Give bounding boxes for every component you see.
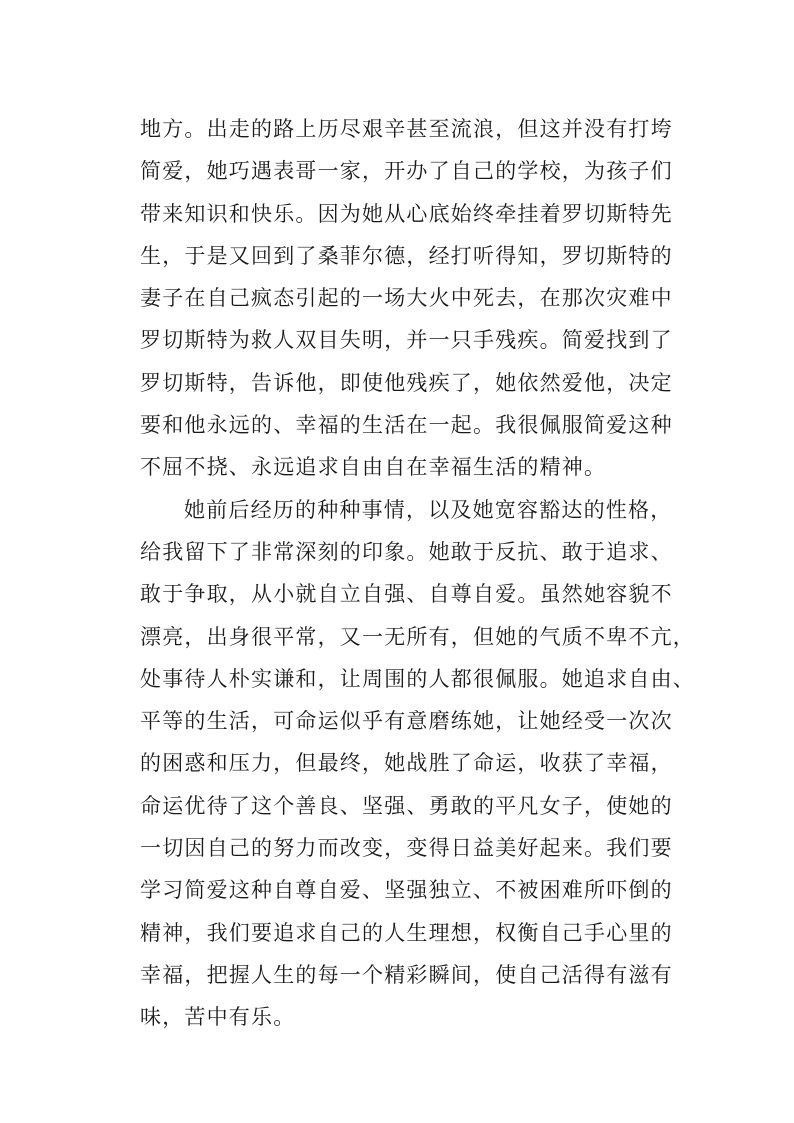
text-line: 学习简爱这种自尊自爱、坚强独立、不被困难所吓倒的 — [140, 878, 673, 903]
text-line: 妻子在自己疯态引起的一场大火中死去，在那次灾难中 — [140, 286, 673, 311]
text-line: 幸福，把握人生的每一个精彩瞬间，使自己活得有滋有 — [140, 962, 673, 987]
body-text — [140, 108, 695, 1039]
paragraph-2 — [140, 489, 695, 1039]
text-line: 地方。出走的路上历尽艰辛甚至流浪，但这并没有打垮 — [140, 117, 673, 141]
text-line: 命运优待了这个善良、坚强、勇敢的平凡女子，使她的 — [140, 793, 673, 818]
text-line: 她前后经历的种种事情，以及她宽容豁达的性格， — [184, 497, 673, 522]
text-line: 带来知识和快乐。因为她从心底始终牵挂着罗切斯特先 — [140, 201, 673, 226]
text-line: 平等的生活，可命运似乎有意磨练她，让她经受一次次 — [140, 709, 673, 734]
text-line: 罗切斯特，告诉他，即使他残疾了，她依然爱他，决定 — [140, 370, 673, 395]
text-line: 生，于是又回到了桑菲尔德，经打听得知，罗切斯特的 — [140, 243, 673, 268]
text-line: 一切因自己的努力而改变，变得日益美好起来。我们要 — [140, 836, 673, 861]
text-line: 敢于争取，从小就自立自强、自尊自爱。虽然她容貌不 — [140, 582, 673, 607]
text-line: 处事待人朴实谦和，让周围的人都很佩服。她追求自由、 — [140, 666, 695, 691]
paragraph-1 — [140, 108, 673, 489]
text-line: 简爱，她巧遇表哥一家，开办了自己的学校，为孩子们 — [140, 159, 673, 184]
text-line: 精神，我们要追求自己的人生理想，权衡自己手心里的 — [140, 920, 673, 945]
text-line: 不屈不挠、永远追求自由自在幸福生活的精神。 — [140, 455, 607, 480]
text-line: 罗切斯特为救人双目失明，并一只手残疾。简爱找到了 — [140, 328, 673, 353]
text-line: 给我留下了非常深刻的印象。她敢于反抗、敢于追求、 — [140, 539, 673, 564]
text-line: 的困惑和压力，但最终，她战胜了命运，收获了幸福， — [140, 751, 673, 776]
text-line: 味，苦中有乐。 — [140, 1005, 296, 1030]
text-line: 漂亮，出身很平常，又一无所有，但她的气质不卑不亢， — [140, 624, 695, 649]
text-line: 要和他永远的、幸福的生活在一起。我很佩服简爱这种 — [140, 413, 673, 438]
